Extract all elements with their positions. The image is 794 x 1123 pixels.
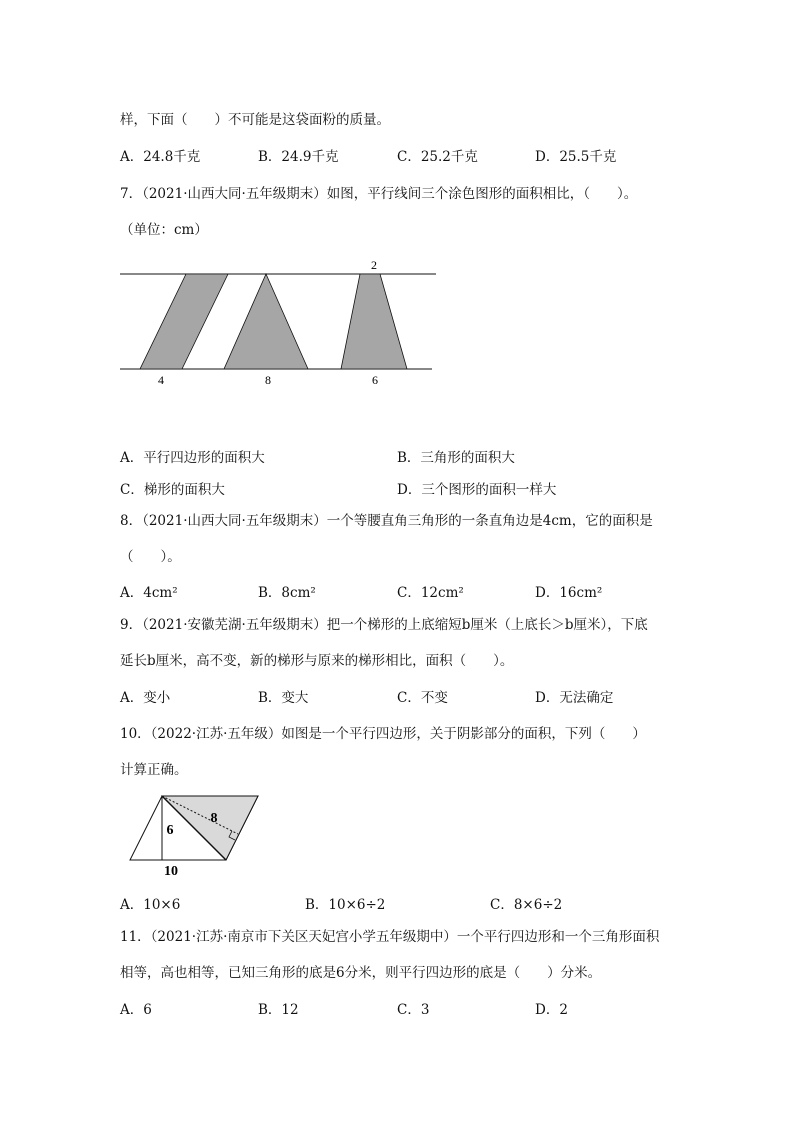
q8-option-a[interactable]: A．4cm² [120, 585, 178, 601]
q8-stem-line1: 8．（2021·山西大同·五年级期末）一个等腰直角三角形的一条直角边是4cm，它的面积是 [120, 513, 653, 529]
q10-label-10: 10 [164, 864, 178, 879]
q7-parallelogram [140, 274, 228, 369]
q9-stem-line2: 延长b厘米，高不变，新的梯形与原来的梯形相比，面积（ ）。 [120, 653, 514, 669]
q7-label-triangle: 8 [265, 373, 271, 387]
q11-option-b[interactable]: B．12 [258, 1002, 299, 1018]
q7-option-c[interactable]: C．梯形的面积大 [120, 482, 225, 498]
q7-trapezoid [341, 274, 407, 369]
q7-option-b[interactable]: B．三角形的面积大 [397, 450, 515, 466]
q7-figure [118, 255, 438, 390]
q7-label-trapezoid: 6 [372, 373, 378, 387]
q9-option-c[interactable]: C．不变 [397, 690, 448, 706]
q10-option-c[interactable]: C．8×6÷2 [490, 897, 563, 913]
q7-option-d[interactable]: D．三个图形的面积一样大 [397, 482, 557, 498]
q11-option-d[interactable]: D．2 [535, 1002, 568, 1018]
q7-triangle [224, 274, 308, 369]
q8-option-b[interactable]: B．8cm² [258, 585, 316, 601]
q11-stem-line2: 相等，高也相等，已知三角形的底是6分米，则平行四边形的底是（ ）分米。 [120, 965, 602, 981]
q7-label-parallelogram: 4 [158, 373, 164, 387]
q9-option-d[interactable]: D．无法确定 [535, 690, 614, 706]
q10-stem-line2: 计算正确。 [120, 762, 188, 778]
q10-figure [128, 792, 263, 877]
q7-label-top: 2 [371, 258, 377, 272]
q11-option-a[interactable]: A．6 [120, 1002, 152, 1018]
q7-unit: （单位：cm） [120, 222, 208, 238]
q8-option-d[interactable]: D．16cm² [535, 585, 603, 601]
q6-option-b[interactable]: B．24.9千克 [258, 149, 339, 165]
q10-option-a[interactable]: A．10×6 [120, 897, 181, 913]
q7-option-a[interactable]: A．平行四边形的面积大 [120, 450, 265, 466]
q10-label-6: 6 [166, 823, 174, 838]
q11-option-c[interactable]: C．3 [397, 1002, 430, 1018]
q11-stem-line1: 11．（2021·江苏·南京市下关区天妃宫小学五年级期中）一个平行四边形和一个三角形面积 [120, 929, 660, 945]
q6-option-d[interactable]: D．25.5千克 [535, 149, 617, 165]
q10-stem-line1: 10．（2022·江苏·五年级）如图是一个平行四边形，关于阴影部分的面积，下列（ ） [120, 726, 646, 742]
q6-stem-tail: 样，下面（ ）不可能是这袋面粉的质量。 [120, 112, 390, 128]
q7-stem: 7．（2021·山西大同·五年级期末）如图，平行线间三个涂色图形的面积相比，（ ）。 [120, 186, 638, 202]
q10-option-b[interactable]: B．10×6÷2 [305, 897, 386, 913]
q8-stem-line2: （ ）。 [120, 549, 181, 565]
q8-option-c[interactable]: C．12cm² [397, 585, 464, 601]
q9-option-a[interactable]: A．变小 [120, 690, 171, 706]
q6-option-c[interactable]: C．25.2千克 [397, 149, 478, 165]
q9-stem-line1: 9．（2021·安徽芜湖·五年级期末）把一个梯形的上底缩短b厘米（上底长＞b厘米），下底 [120, 617, 648, 633]
q10-label-8: 8 [210, 811, 218, 826]
q6-option-a[interactable]: A．24.8千克 [120, 149, 201, 165]
q9-option-b[interactable]: B．变大 [258, 690, 309, 706]
